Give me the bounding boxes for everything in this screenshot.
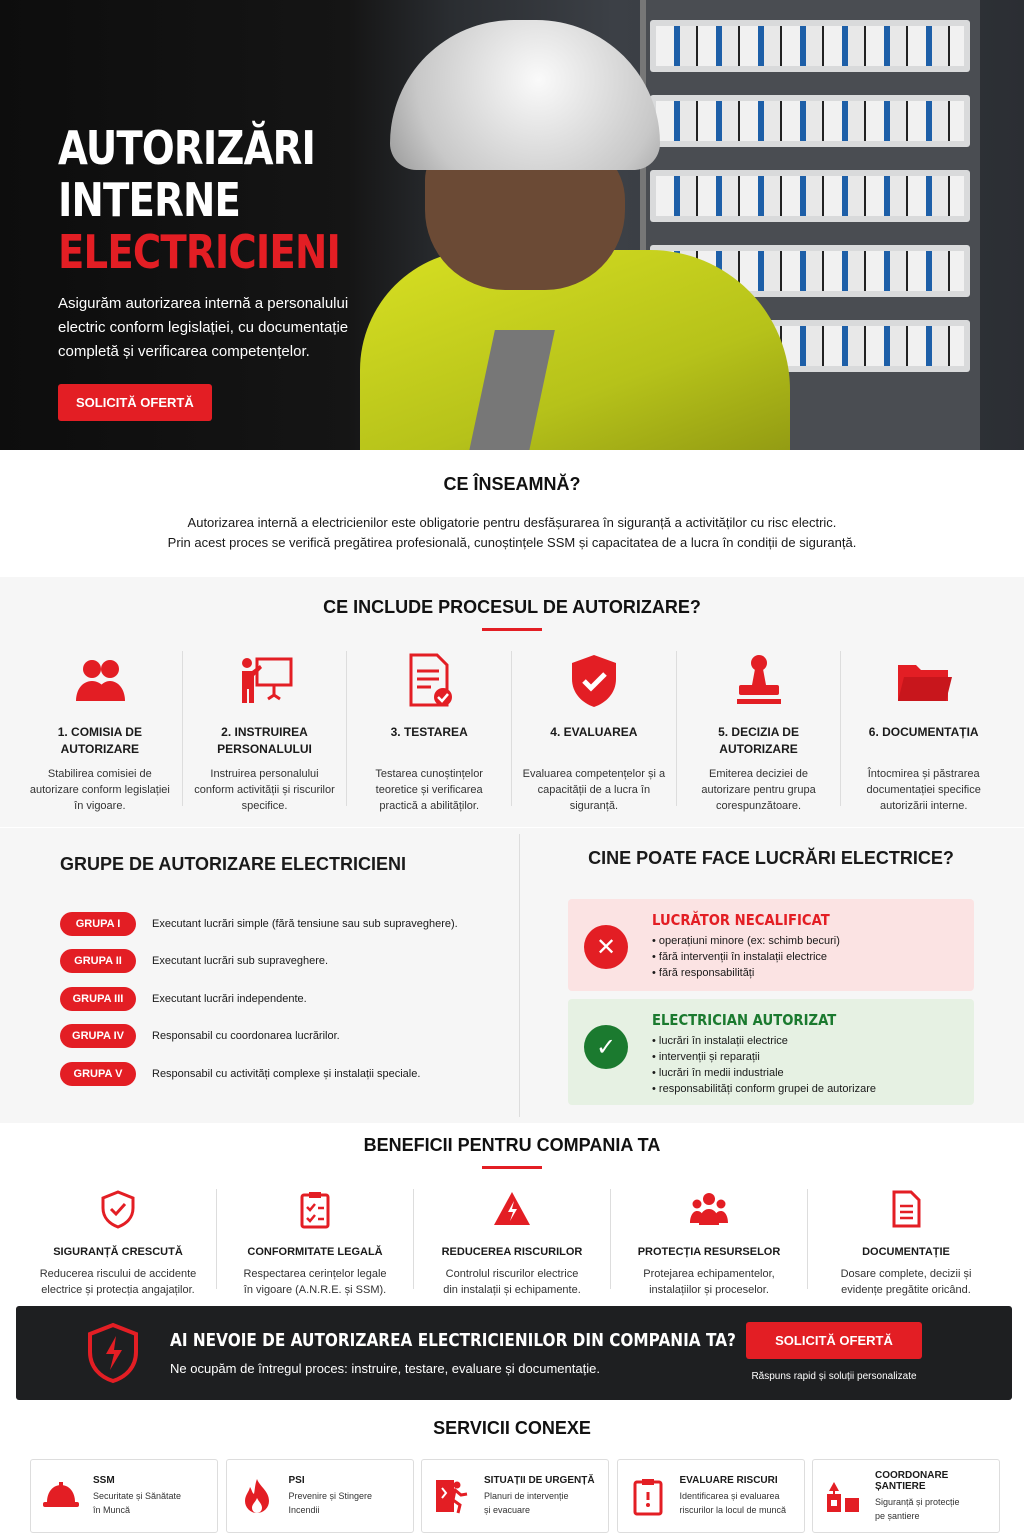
process-step xyxy=(347,651,512,812)
benefit-text xyxy=(20,1266,216,1298)
related-service-card[interactable] xyxy=(812,1459,1000,1533)
hero-title-highlight: ELECTRICIENI xyxy=(58,225,341,279)
people-icon xyxy=(70,651,130,711)
related-service-card[interactable] xyxy=(421,1459,609,1533)
service-title: EVALUARE RISCURI xyxy=(679,1475,778,1486)
service-text xyxy=(680,1489,787,1517)
benefit-item xyxy=(414,1189,611,1296)
folder-icon xyxy=(894,651,954,711)
group-text: Executant lucrări sub supraveghere. xyxy=(152,955,329,968)
group-badge: GRUPA V xyxy=(60,1062,136,1086)
group-badge: GRUPA IV xyxy=(60,1024,136,1048)
related-title: SERVICII CONEXE xyxy=(433,1418,591,1438)
process-step xyxy=(512,651,677,812)
benefit-line: Respectarea cerințelor legale xyxy=(243,1268,387,1280)
benefit-item xyxy=(611,1189,808,1296)
list-item: • lucrări în instalații electrice xyxy=(652,1033,876,1049)
list-item: • operațiuni minore (ex: schimb becuri) xyxy=(652,933,854,949)
workers-title: CINE POATE FACE LUCRĂRI ELECTRICE? xyxy=(588,848,954,868)
process-step xyxy=(841,651,1006,812)
group-row xyxy=(60,980,519,1018)
step-text: Testarea cunoștințelor teoretice și verificarea practică a abilităților. xyxy=(375,768,483,812)
cta-description: Ne ocupăm de întregul proces: instruire, testare, evaluare și documentație. xyxy=(170,1361,600,1376)
benefit-item xyxy=(808,1189,1004,1296)
list-item: • fără intervenții în instalații electrice xyxy=(652,949,854,965)
process-step xyxy=(18,651,183,812)
hero-section xyxy=(0,0,1024,450)
process-section xyxy=(0,577,1024,827)
step-text: Instruirea personalului conform activității și riscurilor specifice. xyxy=(194,768,335,812)
list-item: • fără responsabilități xyxy=(652,965,854,981)
step-text: Evaluarea competențelor și a capacității de a lucra în siguranță. xyxy=(522,768,666,812)
group-text: Executant lucrări simple (fără tensiune sau sub supraveghere). xyxy=(152,917,458,930)
meaning-title: CE ÎNSEAMNĂ? xyxy=(443,474,581,494)
list-item: • intervenții și reparații xyxy=(652,1049,876,1065)
meaning-section xyxy=(0,450,1024,577)
benefit-title: REDUCEREA RISCURILOR xyxy=(441,1246,583,1258)
benefit-text xyxy=(808,1266,1004,1298)
warning-bolt-icon xyxy=(492,1189,532,1229)
team-icon xyxy=(689,1189,729,1229)
meaning-line: Autorizarea internă a electricienilor este obligatorie pentru desfășurarea în siguranță a activităților cu risc electric. xyxy=(187,515,837,530)
step-title: 4. EVALUAREA xyxy=(550,725,638,739)
process-title: CE INCLUDE PROCESUL DE AUTORIZARE? xyxy=(323,597,701,617)
related-service-card[interactable] xyxy=(30,1459,218,1533)
service-line: și evacuare xyxy=(484,1505,531,1515)
related-service-card[interactable] xyxy=(226,1459,414,1533)
related-service-card[interactable] xyxy=(617,1459,805,1533)
service-title: SITUAȚII DE URGENȚĂ xyxy=(484,1475,595,1486)
process-step xyxy=(183,651,348,812)
step-text: Emiterea deciziei de autorizare pentru grupa corespunzătoare. xyxy=(701,768,816,812)
benefit-line: evidențe pregătite oricând. xyxy=(841,1284,971,1296)
stamp-icon xyxy=(729,651,789,711)
service-text xyxy=(875,1495,999,1523)
electrician-photo xyxy=(360,0,780,450)
workers-column xyxy=(520,828,1024,1123)
cta-request-offer-button[interactable]: SOLICITĂ OFERTĂ xyxy=(746,1322,922,1359)
group-badge: GRUPA III xyxy=(60,987,136,1011)
group-row xyxy=(60,1055,519,1093)
process-step xyxy=(677,651,842,812)
benefit-line: electrice și protecția angajaților. xyxy=(41,1284,195,1296)
service-line: Securitate și Sănătate xyxy=(93,1491,182,1501)
group-row xyxy=(60,1018,519,1056)
related-list xyxy=(0,1439,1024,1533)
group-text: Responsabil cu activități complexe și instalații speciale. xyxy=(152,1067,421,1080)
close-icon: ✕ xyxy=(584,925,628,969)
service-title: PSI xyxy=(288,1475,305,1486)
meaning-text xyxy=(0,513,1024,553)
groups-column xyxy=(0,834,520,1117)
unqualified-title: LUCRĂTOR NECALIFICAT xyxy=(652,911,830,929)
step-title: 2. INSTRUIREA PERSONALULUI xyxy=(217,725,312,756)
service-line: Siguranță și protecție xyxy=(875,1496,960,1507)
site-icon xyxy=(823,1476,863,1516)
service-line: pe șantiere xyxy=(875,1510,920,1521)
shield-bolt-icon xyxy=(86,1322,140,1384)
step-title: 1. COMISIA DE AUTORIZARE xyxy=(57,725,142,756)
benefit-line: Reducerea riscului de accidente xyxy=(39,1268,197,1280)
service-line: Planuri de intervenție xyxy=(484,1491,569,1501)
service-line: riscurilor la locul de muncă xyxy=(679,1505,787,1515)
group-row xyxy=(60,905,519,943)
group-badge: GRUPA I xyxy=(60,912,136,936)
process-steps xyxy=(0,631,1024,812)
group-text: Responsabil cu coordonarea lucrărilor. xyxy=(152,1030,340,1043)
list-item: • responsabilități conform grupei de autorizare xyxy=(652,1081,876,1097)
step-title: 6. DOCUMENTAȚIA xyxy=(868,725,979,739)
hero-content xyxy=(58,122,378,421)
authorized-electrician-box xyxy=(568,999,974,1105)
cta-actions xyxy=(746,1322,922,1382)
benefit-line: Dosare complete, decizii și xyxy=(840,1268,972,1280)
shield-check-icon xyxy=(98,1189,138,1229)
service-text xyxy=(93,1489,181,1517)
benefit-line: din instalații și echipamente. xyxy=(443,1284,581,1296)
group-row xyxy=(60,943,519,981)
helmet-icon xyxy=(41,1476,81,1516)
benefit-text xyxy=(414,1266,610,1298)
unqualified-list xyxy=(652,933,854,981)
group-text: Executant lucrări independente. xyxy=(152,992,307,1005)
shield-check-icon xyxy=(564,651,624,711)
authorized-list xyxy=(652,1033,876,1097)
hero-title-line: INTERNE xyxy=(58,173,241,227)
service-line: Prevenire și Stingere xyxy=(288,1491,373,1501)
benefit-text xyxy=(217,1266,413,1298)
hero-description: Asigurăm autorizarea internă a personalului electric conform legislației, cu documentație completă și verificarea competențelor. xyxy=(58,295,349,360)
benefit-line: Protejarea echipamentelor, xyxy=(643,1268,775,1280)
benefit-title: DOCUMENTAȚIE xyxy=(862,1246,950,1258)
benefits-list xyxy=(0,1169,1024,1296)
benefit-text xyxy=(611,1266,807,1298)
groups-list xyxy=(60,905,519,1093)
step-title: 3. TESTAREA xyxy=(390,725,468,739)
hero-request-offer-button[interactable]: SOLICITĂ OFERTĂ xyxy=(58,384,212,421)
step-text: Stabilirea comisiei de autorizare conform legislației în vigoare. xyxy=(29,768,170,812)
benefit-line: în vigoare (A.N.R.E. și SSM). xyxy=(243,1284,387,1296)
cta-text xyxy=(170,1330,836,1376)
benefit-line: Controlul riscurilor electrice xyxy=(445,1268,579,1280)
service-line: Incendii xyxy=(288,1505,320,1515)
list-item: • lucrări în medii industriale xyxy=(652,1065,876,1081)
service-line: Identificarea și evaluarea xyxy=(679,1491,780,1501)
benefit-item xyxy=(20,1189,217,1296)
test-document-icon xyxy=(399,651,459,711)
service-text xyxy=(484,1489,595,1517)
service-line: în Muncă xyxy=(93,1505,131,1515)
benefit-title: CONFORMITATE LEGALĂ xyxy=(247,1246,383,1258)
fire-icon xyxy=(237,1476,277,1516)
hero-title xyxy=(58,121,341,279)
step-text: Întocmirea și păstrarea documentației specifice autorizării interne. xyxy=(866,768,981,812)
benefits-section xyxy=(0,1123,1024,1306)
benefit-title: PROTECȚIA RESURSELOR xyxy=(637,1246,781,1258)
unqualified-worker-box xyxy=(568,899,974,991)
benefit-title: SIGURANȚĂ CRESCUTĂ xyxy=(53,1246,183,1258)
benefits-title: BENEFICII PENTRU COMPANIA TA xyxy=(363,1135,661,1155)
check-icon: ✓ xyxy=(584,1025,628,1069)
meaning-line: Prin acest proces se verifică pregătirea profesională, cunoștințele SSM și capacitatea de a lucra în condiții de siguranță. xyxy=(167,535,857,550)
service-title: SSM xyxy=(93,1475,115,1486)
group-badge: GRUPA II xyxy=(60,949,136,973)
cta-banner xyxy=(16,1306,1012,1400)
step-title: 5. DECIZIA DE AUTORIZARE xyxy=(718,725,799,756)
hero-title-line: AUTORIZĂRI xyxy=(58,121,316,175)
document-icon xyxy=(886,1189,926,1229)
benefit-item xyxy=(217,1189,414,1296)
emergency-exit-icon xyxy=(432,1476,472,1516)
benefit-line: instalațiilor și proceselor. xyxy=(649,1284,769,1296)
cta-title: AI NEVOIE DE AUTORIZAREA ELECTRICIENILOR DIN COMPANIA TA? xyxy=(170,1330,736,1351)
presentation-icon xyxy=(235,651,295,711)
clipboard-check-icon xyxy=(295,1189,335,1229)
service-title: COORDONARE ȘANTIERE xyxy=(875,1469,949,1492)
risk-clipboard-icon xyxy=(628,1476,668,1516)
groups-title: GRUPE DE AUTORIZARE ELECTRICIENI xyxy=(60,854,407,874)
cta-note: Răspuns rapid și soluții personalizate xyxy=(751,1371,917,1382)
authorized-title: ELECTRICIAN AUTORIZAT xyxy=(652,1011,837,1029)
related-services-section xyxy=(0,1400,1024,1533)
service-text xyxy=(289,1489,373,1517)
groups-and-workers-section xyxy=(0,827,1024,1123)
